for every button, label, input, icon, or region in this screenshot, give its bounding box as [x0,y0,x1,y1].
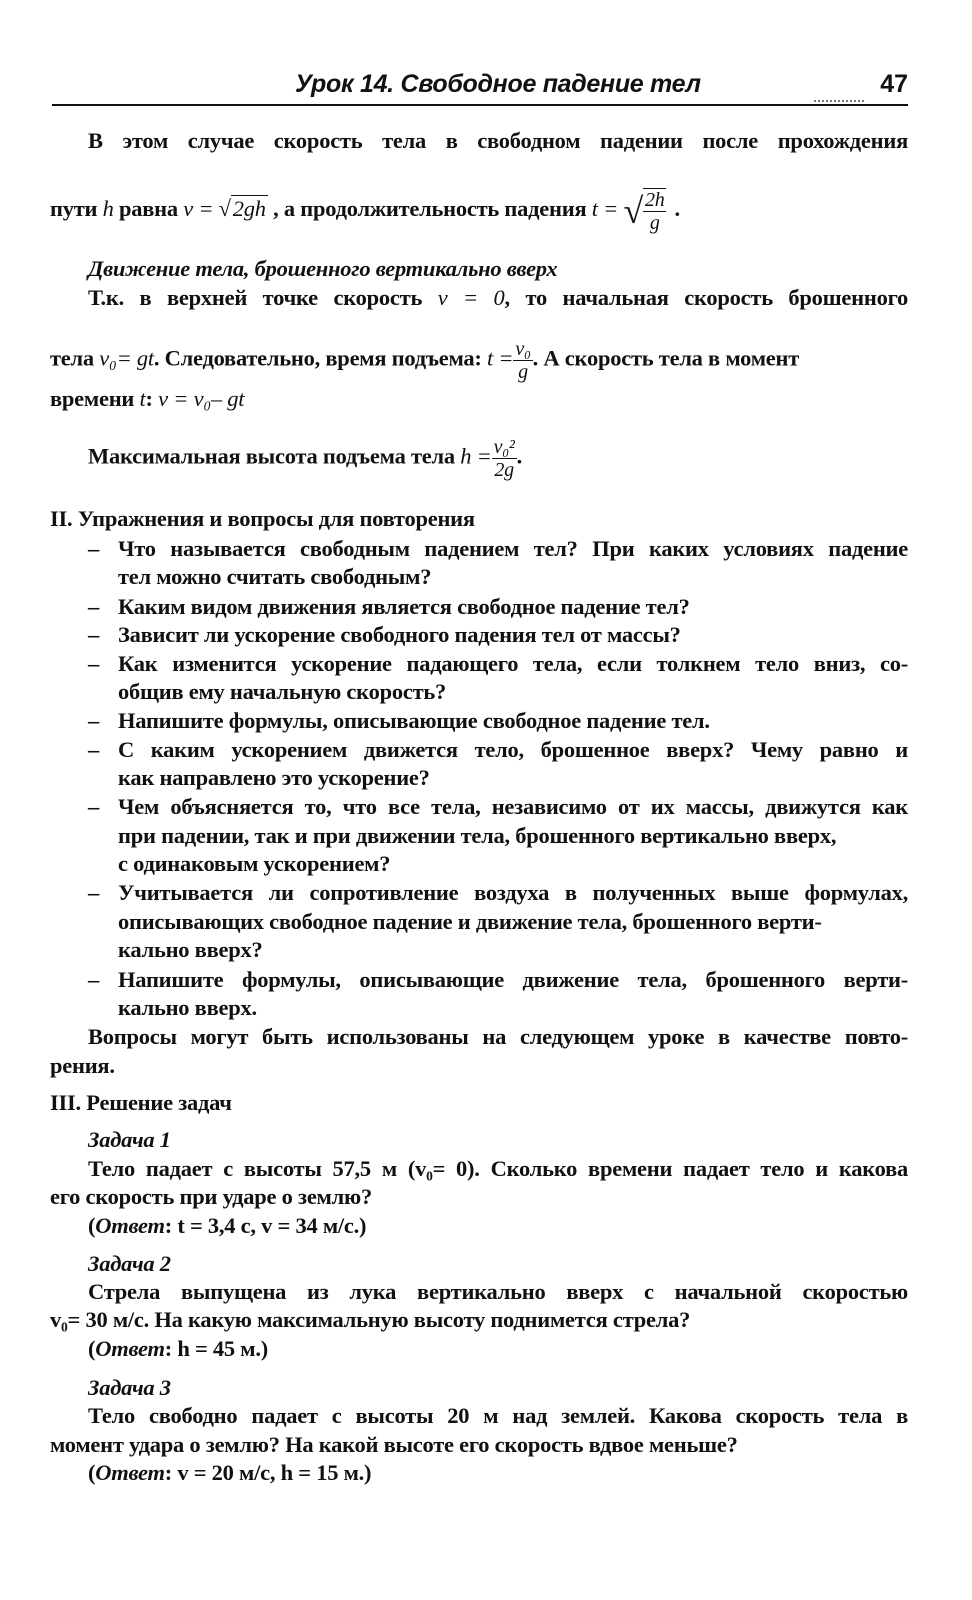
answer-label: Ответ [95,1460,165,1485]
list-item-cont: как направлено это ускорение? [118,765,430,790]
list-item-cont: общив ему начальную скорость? [118,679,447,704]
item-text: Напишите формулы, описывающие движение тела, брошенного верти- [118,967,908,992]
list-item [88,880,908,906]
task-2-title: Задача 2 [88,1251,171,1276]
answer-label: Ответ [95,1336,165,1361]
list-item [88,622,681,648]
dash: – [88,967,99,992]
intro-line-1: В этом случае скорость тела в свободном падении после прохождения [88,128,908,153]
text: равна [113,196,184,222]
task-3-line-1: Тело свободно падает с высоты 20 м над землей. Какова скорость тела в [88,1403,908,1428]
var-h: h [102,196,114,222]
text: Т.к. в верхней точке скорость [88,285,438,310]
text: : [145,386,159,411]
text: . [674,196,680,222]
task-3-title: Задача 3 [88,1375,171,1400]
item-text: Чем объясняется то, что все тела, независимо от их массы, движутся как [118,794,908,819]
dash: – [88,536,99,561]
answer-text: : h = 45 м.) [164,1336,269,1361]
item-text: Напишите формулы, описывающие свободное падение тел. [118,708,710,733]
var-t: t [139,386,146,411]
task-3-answer: (Ответ: v = 20 м/с, h = 15 м.) [88,1460,372,1485]
list-item [88,967,908,993]
list-item [88,737,908,763]
formula-v0: v₀= gt [99,345,154,371]
header-rule [52,104,908,106]
task-2-line-2: v₀= 30 м/с. На какую максимальную высоту поднимется стрела? [50,1307,691,1332]
list-item [88,536,908,562]
denominator: 2g [494,459,514,481]
task-3-line-2: момент удара о землю? На какой высоте его скорость вдвое меньше? [50,1432,738,1457]
page-header [52,70,908,108]
task-1-title: Задача 1 [88,1127,171,1152]
text: времени [50,386,140,411]
max-height-line [88,436,522,481]
formula-t: t = [487,345,514,371]
list-item [88,794,908,820]
header-rule-mark [814,100,864,102]
list-item-cont: при падении, так и при движении тела, брошенного вертикально вверх, [118,823,837,848]
numerator: v₀² [493,436,515,458]
vertical-line-2 [50,338,908,383]
text: , а продолжительность падения [267,196,592,222]
task-1-line-1: Тело падает с высоты 57,5 м (v₀= 0). Сколько времени падает тело и какова [88,1156,908,1181]
fraction-max-height [492,436,517,481]
dash: – [88,794,99,819]
formula-velocity: v = v₀– gt [158,386,245,411]
intro-line-2 [50,188,680,234]
text: пути [50,196,103,222]
text: тела [50,345,100,371]
subheading-vertical: Движение тела, брошенного вертикально вверх [88,256,558,281]
item-text: Каким видом движения является свободное падение тел? [118,594,690,619]
text: , то начальная скорость брошенного [504,285,908,310]
radicand: 2gh [232,196,266,222]
dash: – [88,737,99,762]
dash: – [88,594,99,619]
vertical-line-1 [88,285,908,311]
vertical-line-3 [50,386,244,412]
list-item [88,708,710,734]
dash: – [88,622,99,647]
page-number: 47 [880,70,908,98]
item-text: Учитывается ли сопротивление воздуха в полученных выше формулах, [118,880,908,905]
numerator: 2h [644,189,665,211]
item-text: Как изменится ускорение падающего тела, если толкнем тело вниз, со- [118,651,908,676]
list-item-cont: тел можно считать свободным? [118,564,432,589]
list-item [88,651,908,677]
text: . А скорость тела в момент [532,345,800,371]
dash: – [88,708,99,733]
numerator: v₀ [515,338,531,360]
list-item-cont: описывающих свободное падение и движение тела, брошенного верти- [118,909,822,934]
answer-text: : v = 20 м/с, h = 15 м.) [164,1460,372,1485]
formula-h: h = [460,443,492,469]
answer-label: Ответ [95,1213,165,1238]
task-1-answer: (Ответ: t = 3,4 с, v = 34 м/с.) [88,1213,367,1238]
item-text: Что называется свободным падением тел? При каких условиях падение [118,536,908,561]
running-title: Урок 14. Свободное падение тел [295,70,701,98]
note-line-1: Вопросы могут быть использованы на следующем уроке в качестве повто- [88,1024,908,1049]
list-item-cont: с одинаковым ускорением? [118,851,391,876]
dash: – [88,880,99,905]
section-2-heading: II. Упражнения и вопросы для повторения [50,506,475,531]
fraction-2h-g [643,188,667,234]
list-item-cont: кально вверх. [118,995,257,1020]
fraction-v0-g [513,338,532,383]
list-item-cont: кально вверх? [118,937,263,962]
text: Максимальная высота подъема тела [88,443,461,469]
list-item [88,594,690,620]
denominator: g [518,361,528,383]
text: . Следовательно, время подъема: [153,345,488,371]
task-2-line-1: Стрела выпущена из лука вертикально вверх с начальной скоростью [88,1279,908,1304]
text: . [516,443,523,469]
item-text: Зависит ли ускорение свободного падения тел от массы? [118,622,681,647]
sqrt-2gh: √2gh [218,196,266,222]
formula-t: t = [591,196,624,222]
sqrt-frac: √ [623,191,643,231]
task-1-line-2: его скорость при ударе о землю? [50,1184,372,1209]
task-2-answer: (Ответ: h = 45 м.) [88,1336,269,1361]
item-text: С каким ускорением движется тело, брошенное вверх? Чему равно и [118,737,908,762]
note-line-2: рения. [50,1053,115,1078]
formula-v-zero: v = 0 [437,285,505,310]
section-3-heading: III. Решение задач [50,1090,232,1115]
dash: – [88,651,99,676]
denominator: g [649,212,660,234]
answer-text: : t = 3,4 с, v = 34 м/с.) [164,1213,367,1238]
formula-v: v = [183,196,219,222]
